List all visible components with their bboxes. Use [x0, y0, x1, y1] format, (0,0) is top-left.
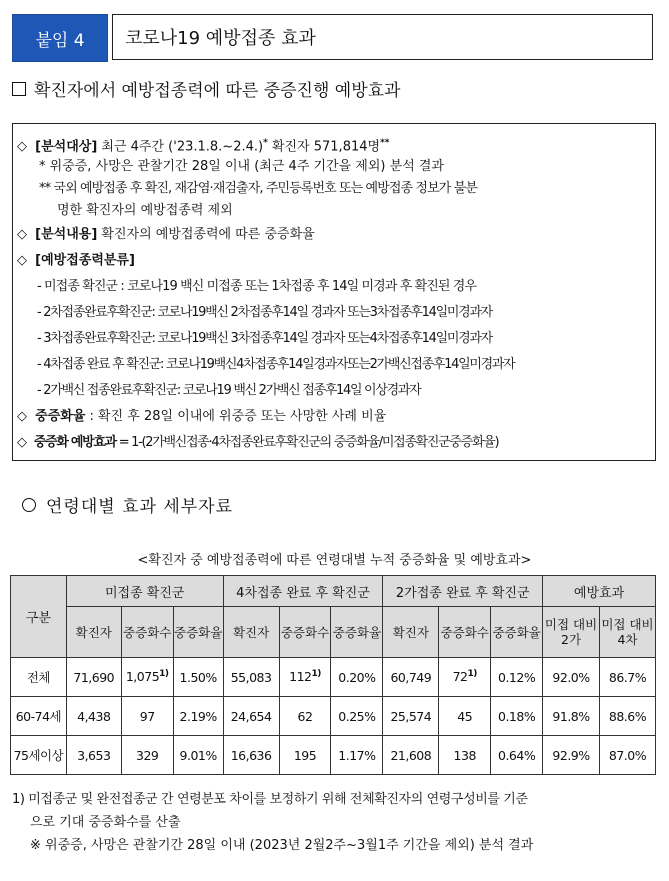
- group-header: 미접종 확진군: [66, 576, 223, 607]
- cell: 9.01%: [173, 736, 223, 775]
- footnote-mark: 1): [467, 669, 477, 680]
- header: [12, 14, 655, 62]
- diamond-icon: ◇: [17, 435, 26, 450]
- effect-label: 중증화 예방효과: [33, 435, 116, 450]
- cell: 0.20%: [331, 658, 383, 697]
- footnotes: [12, 788, 533, 857]
- rate-text: : 확진 후 28일 이내에 위중증 또는 사망한 사례 비율: [89, 409, 387, 424]
- cell: 25,574: [383, 697, 439, 736]
- cell: 195: [279, 736, 331, 775]
- cell: 329: [121, 736, 173, 775]
- footnote-line: ※ 위중증, 사망은 관찰기간 28일 이내 (2023년 2월2주~3월1주 기간을 제외) 분석 결과: [30, 838, 534, 853]
- cell: 62: [279, 697, 331, 736]
- rate-line: [17, 404, 649, 430]
- cell: 60,749: [383, 658, 439, 697]
- note-2a: ** 국외 예방접종 후 확진, 재감염·재검출자, 주민등록번호 또는 예방접종 정보가 불분: [39, 181, 477, 196]
- class-item: - 4차접종 완료 후 확진군: 코로나19백신4차접종후14일경과자또는2가백신접종후14일미경과자: [37, 357, 515, 372]
- sub-header: 미접 대비 2가: [543, 607, 600, 658]
- effect-line: [17, 430, 649, 456]
- analysis-box: [12, 123, 656, 461]
- group-header: 4차접종 완료 후 확진군: [223, 576, 383, 607]
- cell: 21,608: [383, 736, 439, 775]
- cell: 71,690: [66, 658, 121, 697]
- cell: 0.18%: [491, 697, 543, 736]
- cell: [439, 658, 491, 697]
- cell-value: 112: [289, 669, 312, 685]
- cell: 87.0%: [599, 736, 655, 775]
- sub-header: 중증화수: [439, 607, 491, 658]
- cell: 55,083: [223, 658, 279, 697]
- diamond-icon: ◇: [17, 139, 27, 155]
- cell: 45: [439, 697, 491, 736]
- row-label: 60-74세: [11, 697, 67, 736]
- cell: 24,654: [223, 697, 279, 736]
- sub-header: 확진자: [223, 607, 279, 658]
- target-period: 최근 4주간 ('23.1.8.~2.4.): [101, 139, 264, 155]
- class-item: - 3차접종완료후확진군: 코로나19백신 3차접종후14일 경과자 또는4차접종후14일미경과자: [37, 331, 492, 346]
- content-line: [17, 222, 649, 248]
- cell: 1.50%: [173, 658, 223, 697]
- table-row: [11, 736, 656, 775]
- content-text: 확진자의 예방접종력에 따른 중증화율: [101, 227, 315, 242]
- cell: 92.9%: [543, 736, 600, 775]
- cell: [279, 658, 331, 697]
- effect-table: [10, 575, 656, 775]
- target-mark: *: [263, 138, 268, 148]
- cell: [121, 658, 173, 697]
- table-row: [11, 658, 656, 697]
- group-header: 2가접종 완료 후 확진군: [383, 576, 543, 607]
- sub-header: 미접 대비 4차: [599, 607, 655, 658]
- cell: 16,636: [223, 736, 279, 775]
- diamond-icon: ◇: [17, 227, 27, 242]
- group-header: 예방효과: [543, 576, 656, 607]
- subsection-title: 연령대별 효과 세부자료: [46, 497, 234, 517]
- diamond-icon: ◇: [17, 253, 27, 268]
- cell: 4,438: [66, 697, 121, 736]
- sub-header: 중증화율: [331, 607, 383, 658]
- content-label: [분석내용]: [35, 227, 98, 242]
- footnote-line: 으로 기대 중증화수를 산출: [30, 815, 181, 830]
- class-item: - 미접종 확진군 : 코로나19 백신 미접종 또는 1차접종 후 14일 미경과 후 확진된 경우: [37, 279, 477, 294]
- cell: 0.64%: [491, 736, 543, 775]
- section-title: 확진자에서 예방접종력에 따른 중증진행 예방효과: [34, 81, 401, 101]
- class-item: - 2가백신 접종완료후확진군: 코로나19 백신 2가백신 접종후14일 이상경과자: [37, 383, 421, 398]
- cell: 0.12%: [491, 658, 543, 697]
- sub-header: 확진자: [383, 607, 439, 658]
- page-title: 코로나19 예방접종 효과: [112, 14, 653, 60]
- target-mark2: **: [380, 138, 390, 148]
- sub-header: 중증화율: [173, 607, 223, 658]
- section-heading: [12, 76, 400, 101]
- cell: 3,653: [66, 736, 121, 775]
- target-line: [17, 130, 649, 156]
- cell-value: 72: [452, 669, 468, 685]
- cell: 1.17%: [331, 736, 383, 775]
- rate-label: 중증화율: [35, 409, 86, 424]
- footnote-line: 1) 미접종군 및 완전접종군 간 연령분포 차이를 보정하기 위해 전체확진자의 연령구성비를 기준: [12, 792, 528, 807]
- footnote-mark: 1): [311, 669, 321, 680]
- row-label: 75세이상: [11, 736, 67, 775]
- cell-value: 1,075: [125, 669, 160, 685]
- cell: 88.6%: [599, 697, 655, 736]
- cell: 138: [439, 736, 491, 775]
- class-item: - 2차접종완료후확진군: 코로나19백신 2차접종후14일 경과자 또는3차접종후14일미경과자: [37, 305, 492, 320]
- target-count: 확진자 571,814명: [271, 139, 381, 155]
- target-label: [분석대상]: [35, 139, 98, 155]
- effect-text: = 1-(2가백신접종·4차접종완료후확진군의 중증화율/미접종확진군중증화율): [118, 435, 499, 450]
- cell: 97: [121, 697, 173, 736]
- cell: 91.8%: [543, 697, 600, 736]
- note-2b: 명한 확진자의 예방접종력 제외: [57, 203, 233, 218]
- table-row: [11, 697, 656, 736]
- table-caption: <확진자 중 예방접종력에 따른 연령대별 누적 중증화율 및 예방효과>: [137, 553, 532, 568]
- cell: 0.25%: [331, 697, 383, 736]
- cell: 2.19%: [173, 697, 223, 736]
- sub-header: 중증화수: [279, 607, 331, 658]
- sub-header: 중증화수: [121, 607, 173, 658]
- cell: 86.7%: [599, 658, 655, 697]
- attachment-tag: 붙임 4: [12, 14, 108, 62]
- row-label: 전체: [11, 658, 67, 697]
- diamond-icon: ◇: [17, 409, 27, 424]
- subsection-heading: [22, 492, 233, 517]
- class-label: [예방접종력분류]: [35, 253, 135, 268]
- sub-header: 중증화율: [491, 607, 543, 658]
- footnote-mark: 1): [159, 669, 169, 680]
- cell: 92.0%: [543, 658, 600, 697]
- class-line: [17, 248, 649, 274]
- sub-header: 확진자: [66, 607, 121, 658]
- square-bullet-icon: [12, 82, 26, 96]
- circle-bullet-icon: [22, 498, 36, 512]
- note-1: * 위중증, 사망은 관찰기간 28일 이내 (최근 4주 기간을 제외) 분석 결과: [39, 159, 444, 174]
- col-group-header: 구분: [11, 576, 67, 658]
